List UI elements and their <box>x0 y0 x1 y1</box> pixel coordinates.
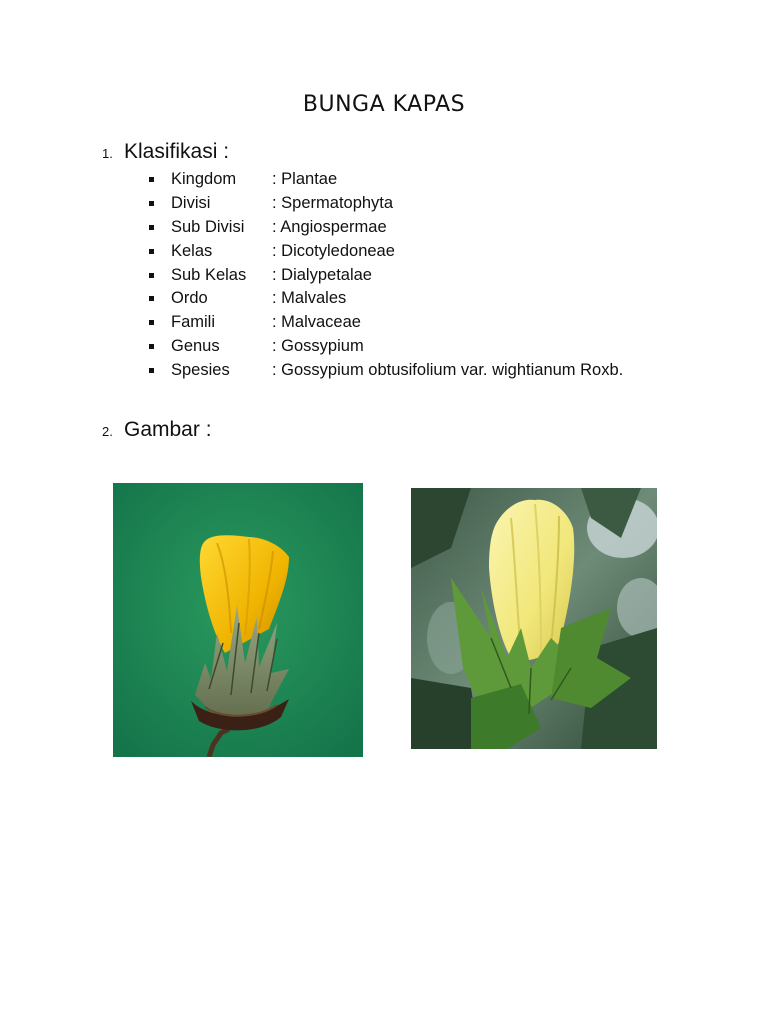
classification-key: Famili <box>171 313 215 332</box>
bullet-icon <box>149 273 154 278</box>
section-number: 1. <box>102 146 113 161</box>
bullet-icon <box>149 177 154 182</box>
classification-value: : Dicotyledoneae <box>272 241 395 260</box>
classification-key: Ordo <box>171 289 208 308</box>
list-item <box>148 168 623 192</box>
cotton-bud-photo <box>411 488 657 749</box>
bullet-icon <box>149 249 154 254</box>
list-item <box>148 263 623 287</box>
classification-key: Sub Kelas <box>171 265 247 284</box>
bullet-icon <box>149 368 154 373</box>
bullet-icon <box>149 296 154 301</box>
bullet-icon <box>149 201 154 206</box>
classification-value: : Gossypium obtusifolium var. wightianum Roxb. <box>272 360 624 379</box>
section-heading: Gambar : <box>124 418 212 441</box>
classification-value: : Spermatophyta <box>272 194 394 213</box>
list-item <box>148 287 623 311</box>
classification-value: : Plantae <box>272 170 338 189</box>
classification-value: : Dialypetalae <box>272 265 372 284</box>
section-gambar <box>102 418 212 442</box>
classification-key: Sub Divisi <box>171 217 245 236</box>
section-number: 2. <box>102 424 113 439</box>
list-item <box>148 192 623 216</box>
bullet-icon <box>149 225 154 230</box>
classification-key: Kelas <box>171 241 213 260</box>
classification-key: Spesies <box>171 360 230 379</box>
section-klasifikasi <box>102 140 229 164</box>
classification-key: Kingdom <box>171 170 237 189</box>
list-item <box>148 311 623 335</box>
list-item <box>148 239 623 263</box>
classification-key: Genus <box>171 336 220 355</box>
list-item <box>148 216 623 240</box>
classification-value: : Malvaceae <box>272 313 361 332</box>
classification-value: : Malvales <box>272 289 347 308</box>
classification-value: : Angiospermae <box>272 217 387 236</box>
bullet-icon <box>149 320 154 325</box>
classification-key: Divisi <box>171 194 211 213</box>
list-item <box>148 358 623 382</box>
classification-list <box>148 168 623 382</box>
list-item <box>148 335 623 359</box>
cotton-flower-photo <box>113 483 363 757</box>
bullet-icon <box>149 344 154 349</box>
classification-value: : Gossypium <box>272 336 364 355</box>
page-title: BUNGA KAPAS <box>302 92 466 117</box>
section-heading: Klasifikasi : <box>124 140 230 163</box>
